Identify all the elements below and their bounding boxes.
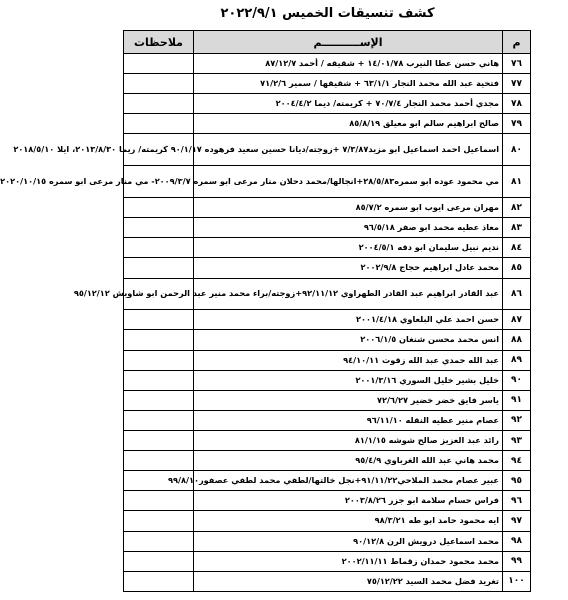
- table-row: [124, 370, 531, 390]
- row-name: اسماعيل احمد اسماعيل ابو مزيد٧/٣/٨٧ +زوجته/ديانا حسين سعيد فرهوده ٩٠/١/١٧ كريمته/ ريما ٢٠١٣/٨/٣٠، ايلا ٢٠١٨/٥/١٠: [194, 134, 503, 166]
- row-notes: [124, 451, 194, 471]
- row-name: مي محمود عوده ابو سمره٢٨/٥/٨٣+انجالها/محمد دحلان منار مرعى ابو سمره ٢٠٠٩/٣/٧- مي منار مرعى ابو سمره ٢٠٢٠/١٠/١٥: [194, 166, 503, 198]
- row-name: عصام منير عطيه النقله ٩٦/١١/١٠: [194, 410, 503, 430]
- row-name: مجدي أحمد محمد النجار ٧٠/٧/٤ + كريمته/ ديما ٢٠٠٤/٤/٢: [194, 94, 503, 114]
- row-number: ٨٤: [503, 238, 531, 258]
- table-row: [124, 350, 531, 370]
- row-notes: [124, 238, 194, 258]
- table-row: [124, 330, 531, 350]
- table-row: [124, 218, 531, 238]
- row-name: ياسر فايق خضر خضير ٧٢/٦/٢٧: [194, 390, 503, 410]
- table-row: [124, 166, 531, 198]
- row-notes: [124, 198, 194, 218]
- row-number: ٩٦: [503, 491, 531, 511]
- row-notes: [124, 531, 194, 551]
- row-number: ٨٢: [503, 198, 531, 218]
- table-row: [124, 390, 531, 410]
- row-name: رائد عبد العزيز صالح شوشه ٨١/١/١٥: [194, 430, 503, 450]
- table-row: [124, 310, 531, 330]
- row-notes: [124, 218, 194, 238]
- page-title: كشف تنسيقات الخميس ٢٠٢٢/٩/١: [220, 6, 435, 21]
- column-header-notes: ملاحظات: [124, 31, 194, 54]
- row-notes: [124, 511, 194, 531]
- table-row: [124, 134, 531, 166]
- row-number: ٨٠: [503, 134, 531, 166]
- row-name: فتحية عبد الله محمد النجار ٦٣/١/١ + شقيقها / سمير ٧١/٢/٦: [194, 74, 503, 94]
- coordination-table: [0, 30, 531, 592]
- row-name: نديم نبيل سليمان ابو دقه ٢٠٠٤/٥/١: [194, 238, 503, 258]
- row-number: ٧٧: [503, 74, 531, 94]
- row-notes: [124, 54, 194, 74]
- row-number: ٨٧: [503, 310, 531, 330]
- row-number: ٧٦: [503, 54, 531, 74]
- row-name: صالح ابراهيم سالم ابو معيلق ٨٥/٨/١٩: [194, 114, 503, 134]
- row-number: ٨٦: [503, 278, 531, 310]
- row-notes: [124, 370, 194, 390]
- table-row: [124, 258, 531, 278]
- table-row: [124, 74, 531, 94]
- row-number: ٩٣: [503, 430, 531, 450]
- row-number: ٨٩: [503, 350, 531, 370]
- row-number: ٨٥: [503, 258, 531, 278]
- row-notes: [124, 310, 194, 330]
- table-row: [124, 571, 531, 591]
- table-row: [124, 238, 531, 258]
- row-number: ٩٢: [503, 410, 531, 430]
- row-notes: [124, 74, 194, 94]
- table-row: [124, 114, 531, 134]
- table-row: [124, 410, 531, 430]
- row-name: محمد محمود حمدان زقماط ٢٠٠٢/١١/١١: [194, 551, 503, 571]
- row-notes: [124, 430, 194, 450]
- row-notes: [124, 390, 194, 410]
- table-row: [124, 451, 531, 471]
- row-name: معاذ عطيه محمد ابو صفر ٩٦/٥/١٨: [194, 218, 503, 238]
- row-name: عبير عصام محمد الملاحي٩١/١١/٢٢+نجل خالتها/لطفي محمد لطفي عصفور٩٩/٨/١٠: [194, 471, 503, 491]
- row-name: عبد الله حمدي عبد الله زقوت ٩٤/١٠/١١: [194, 350, 503, 370]
- row-notes: [124, 94, 194, 114]
- row-number: ٩٧: [503, 511, 531, 531]
- row-name: محمد اسماعيل درويش الرن ٩٠/١٢/٨: [194, 531, 503, 551]
- table-row: [124, 430, 531, 450]
- column-header-name: الإســــــــــم: [194, 31, 503, 54]
- table-row: [124, 278, 531, 310]
- row-name: محمد هاني عبد الله الغرباوي ٩٥/٤/٩: [194, 451, 503, 471]
- table-header-row: [124, 31, 531, 54]
- row-number: ٩٠: [503, 370, 531, 390]
- row-notes: [124, 491, 194, 511]
- table-row: [124, 551, 531, 571]
- table-row: [124, 511, 531, 531]
- table-row: [124, 54, 531, 74]
- row-notes: [124, 410, 194, 430]
- row-notes: [124, 551, 194, 571]
- row-notes: [124, 571, 194, 591]
- row-number: ١٠٠: [503, 571, 531, 591]
- row-number: ٨١: [503, 166, 531, 198]
- row-name: محمد عادل ابراهيم حجاج ٢٠٠٢/٩/٨: [194, 258, 503, 278]
- table-row: [124, 198, 531, 218]
- row-notes: [124, 114, 194, 134]
- row-name: عبد القادر ابراهيم عبد القادر الطهراوي ٩٢/١١/١٢+زوجته/براء محمد منير عبد الرحمن ابو شاويش ٩٥/١٢/١٢: [194, 278, 503, 310]
- row-number: ٩١: [503, 390, 531, 410]
- table-row: [124, 491, 531, 511]
- table-row: [124, 94, 531, 114]
- row-name: هاني حسن عطا النيرب ١٤/٠١/٧٨ + شقيقه / أحمد ٨٧/١٢/٧: [194, 54, 503, 74]
- row-name: حسن احمد علي البلعاوي ٢٠٠١/٤/١٨: [194, 310, 503, 330]
- row-number: ٩٨: [503, 531, 531, 551]
- row-notes: [124, 330, 194, 350]
- row-number: ٧٩: [503, 114, 531, 134]
- table-row: [124, 471, 531, 491]
- row-notes: [124, 258, 194, 278]
- row-name: ايه محمود حامد ابو طه ٩٨/٣/٢١: [194, 511, 503, 531]
- row-number: ٧٨: [503, 94, 531, 114]
- table-row: [124, 531, 531, 551]
- row-number: ٩٥: [503, 471, 531, 491]
- row-name: مهران مرعى ايوب ابو سمره ٨٥/٧/٢: [194, 198, 503, 218]
- row-number: ٩٩: [503, 551, 531, 571]
- row-number: ٩٤: [503, 451, 531, 471]
- row-number: ٨٨: [503, 330, 531, 350]
- row-name: تغريد فضل محمد السيد ٧٥/١٢/٢٢: [194, 571, 503, 591]
- row-name: فراس حسام سلامة ابو جزر ٢٠٠٣/٨/٢٦: [194, 491, 503, 511]
- row-name: انس محمد محسن شنغان ٢٠٠٦/١/٥: [194, 330, 503, 350]
- row-name: خليل بشير خليل السوري ٢٠٠١/٣/١٦: [194, 370, 503, 390]
- column-header-number: م: [503, 31, 531, 54]
- row-number: ٨٣: [503, 218, 531, 238]
- row-notes: [124, 350, 194, 370]
